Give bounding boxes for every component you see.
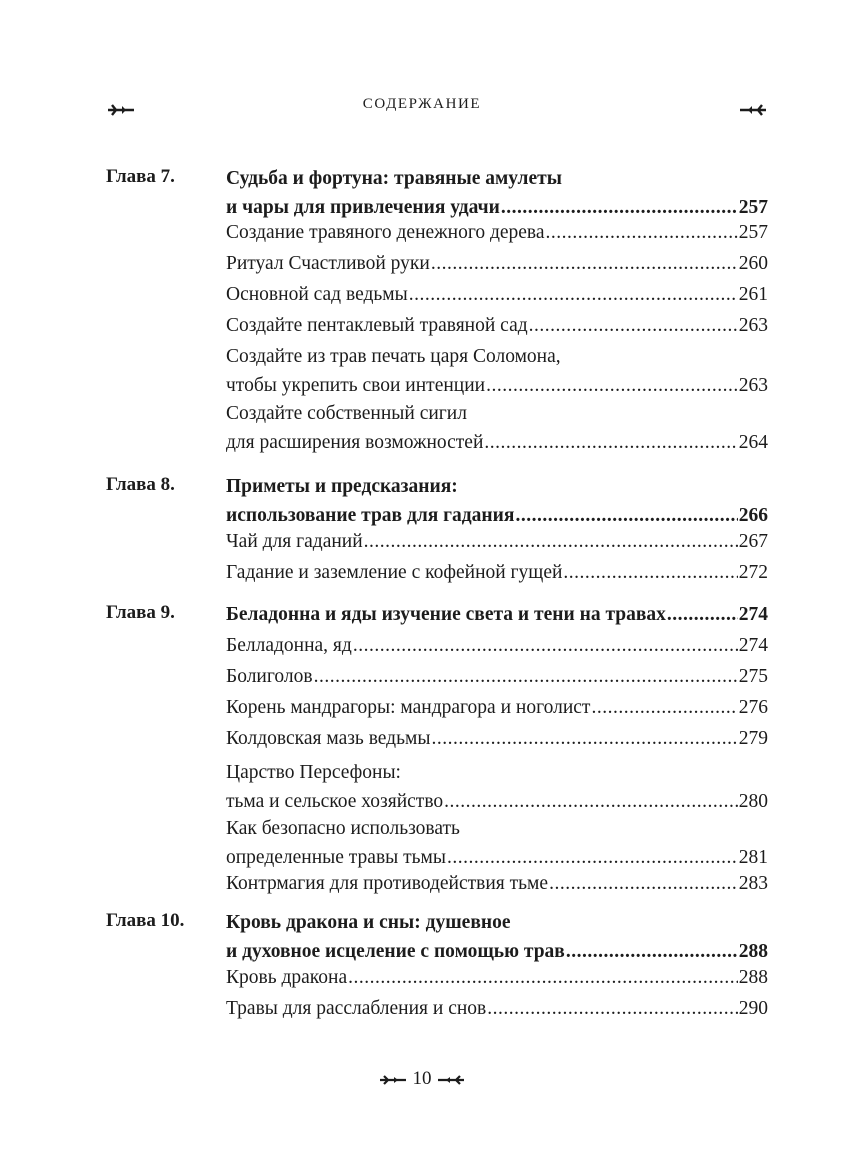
page-ref: 263 xyxy=(738,315,768,336)
dot-leader xyxy=(364,529,738,554)
toc-entry[interactable] xyxy=(226,760,768,814)
entry-title-line: Болиголов xyxy=(226,666,313,687)
chapter-title-entry[interactable] xyxy=(226,602,768,627)
dot-leader xyxy=(566,939,738,964)
entry-title-line: Ритуал Счастливой руки xyxy=(226,253,430,274)
page-ref: 280 xyxy=(738,791,768,812)
dot-leader xyxy=(431,726,737,751)
page-ref: 276 xyxy=(738,697,768,718)
page-ref: 283 xyxy=(738,873,768,894)
chapter-label: Глава 8. xyxy=(106,474,175,495)
toc-entry[interactable] xyxy=(226,664,768,689)
toc-entry[interactable] xyxy=(226,313,768,338)
dot-leader xyxy=(487,996,737,1021)
page-ref: 281 xyxy=(738,847,768,868)
chapter-label: Глава 7. xyxy=(106,166,175,187)
entry-title-line: Основной сад ведьмы xyxy=(226,284,408,305)
toc-entry[interactable] xyxy=(226,344,768,398)
toc-entry[interactable] xyxy=(226,996,768,1021)
chapter-title-entry[interactable] xyxy=(226,166,768,220)
page-ref: 274 xyxy=(738,635,768,656)
dot-leader xyxy=(529,313,738,338)
page-ref: 261 xyxy=(738,284,768,305)
toc-entry[interactable] xyxy=(226,695,768,720)
entry-title-line: Беладонна и яды изучение света и тени на травах xyxy=(226,604,666,625)
entry-title-line: тьма и сельское хозяйство xyxy=(226,791,444,812)
arrow-ornament-icon xyxy=(378,1073,408,1087)
entry-title-line: Судьба и фортуна: травяные амулеты xyxy=(226,168,562,189)
toc-entry[interactable] xyxy=(226,220,768,245)
entry-title-line: Контрмагия для противодействия тьме xyxy=(226,873,549,894)
toc-entry[interactable] xyxy=(226,282,768,307)
entry-title-line: Как безопасно использовать xyxy=(226,818,460,839)
dot-leader xyxy=(546,220,738,245)
dot-leader xyxy=(591,695,737,720)
entry-title-line: Царство Персефоны: xyxy=(226,762,401,783)
entry-title-line: Корень мандрагоры: мандрагора и ноголист xyxy=(226,697,591,718)
page-ref: 279 xyxy=(738,728,768,749)
page-ref: 257 xyxy=(738,197,768,218)
dot-leader xyxy=(501,195,738,220)
dot-leader xyxy=(486,373,738,398)
entry-title-line: чтобы укрепить свои интенции xyxy=(226,375,486,396)
toc-entry[interactable] xyxy=(226,965,768,990)
page-ref: 263 xyxy=(738,375,768,396)
chapter-label: Глава 9. xyxy=(106,602,175,623)
page-ref: 275 xyxy=(738,666,768,687)
page-ref: 290 xyxy=(738,998,768,1019)
entry-title-line: для расширения возможностей xyxy=(226,432,484,453)
toc-entry[interactable] xyxy=(226,816,768,870)
page-ref: 264 xyxy=(738,432,768,453)
dot-leader xyxy=(348,965,738,990)
entry-title-line: Создание травяного денежного дерева xyxy=(226,222,545,243)
arrow-ornament-icon xyxy=(436,1073,466,1087)
page-ref: 274 xyxy=(738,604,768,625)
dot-leader xyxy=(353,633,738,658)
entry-title-line: Белладонна, яд xyxy=(226,635,352,656)
page-ref: 288 xyxy=(738,967,768,988)
page-number: 10 xyxy=(412,1068,432,1089)
entry-title-line: Гадание и заземление с кофейной гущей xyxy=(226,562,563,583)
dot-leader xyxy=(515,503,737,528)
dot-leader xyxy=(409,282,738,307)
page-ref: 266 xyxy=(738,505,768,526)
page-ref: 257 xyxy=(738,222,768,243)
chapter-title-entry[interactable] xyxy=(226,474,768,528)
toc-entry[interactable] xyxy=(226,871,768,896)
toc-entry[interactable] xyxy=(226,560,768,585)
page-footer xyxy=(0,1068,844,1090)
dot-leader xyxy=(549,871,738,896)
toc-entry[interactable] xyxy=(226,633,768,658)
entry-title-line: Создайте из трав печать царя Соломона, xyxy=(226,346,561,367)
chapter-title-entry[interactable] xyxy=(226,910,768,964)
entry-title-line: Колдовская мазь ведьмы xyxy=(226,728,431,749)
page-title: СОДЕРЖАНИЕ xyxy=(362,96,482,112)
entry-title-line: Кровь дракона xyxy=(226,967,348,988)
dot-leader xyxy=(667,602,738,627)
entry-title-line: Кровь дракона и сны: душевное xyxy=(226,912,511,933)
dot-leader xyxy=(447,845,738,870)
dot-leader xyxy=(444,789,738,814)
toc-entry[interactable] xyxy=(226,529,768,554)
dot-leader xyxy=(484,430,737,455)
entry-title-line: Приметы и предсказания: xyxy=(226,476,458,497)
page-ref: 267 xyxy=(738,531,768,552)
toc-entry[interactable] xyxy=(226,251,768,276)
dot-leader xyxy=(314,664,738,689)
entry-title-line: определенные травы тьмы xyxy=(226,847,447,868)
page-ref: 272 xyxy=(738,562,768,583)
arrow-ornament-icon xyxy=(738,101,768,119)
entry-title-line: Создайте пентаклевый травяной сад xyxy=(226,315,528,336)
toc-entry[interactable] xyxy=(226,401,768,455)
page-ref: 260 xyxy=(738,253,768,274)
entry-title-line: использование трав для гадания xyxy=(226,505,515,526)
entry-title-line: Травы для расслабления и снов xyxy=(226,998,487,1019)
entry-title-line: Чай для гаданий xyxy=(226,531,363,552)
toc-entry[interactable] xyxy=(226,726,768,751)
entry-title-line: и чары для привлечения удачи xyxy=(226,197,500,218)
entry-title-line: Создайте собственный сигил xyxy=(226,403,467,424)
dot-leader xyxy=(431,251,738,276)
page-ref: 288 xyxy=(738,941,768,962)
chapter-label: Глава 10. xyxy=(106,910,185,931)
dot-leader xyxy=(563,560,737,585)
entry-title-line: и духовное исцеление с помощью трав xyxy=(226,941,565,962)
